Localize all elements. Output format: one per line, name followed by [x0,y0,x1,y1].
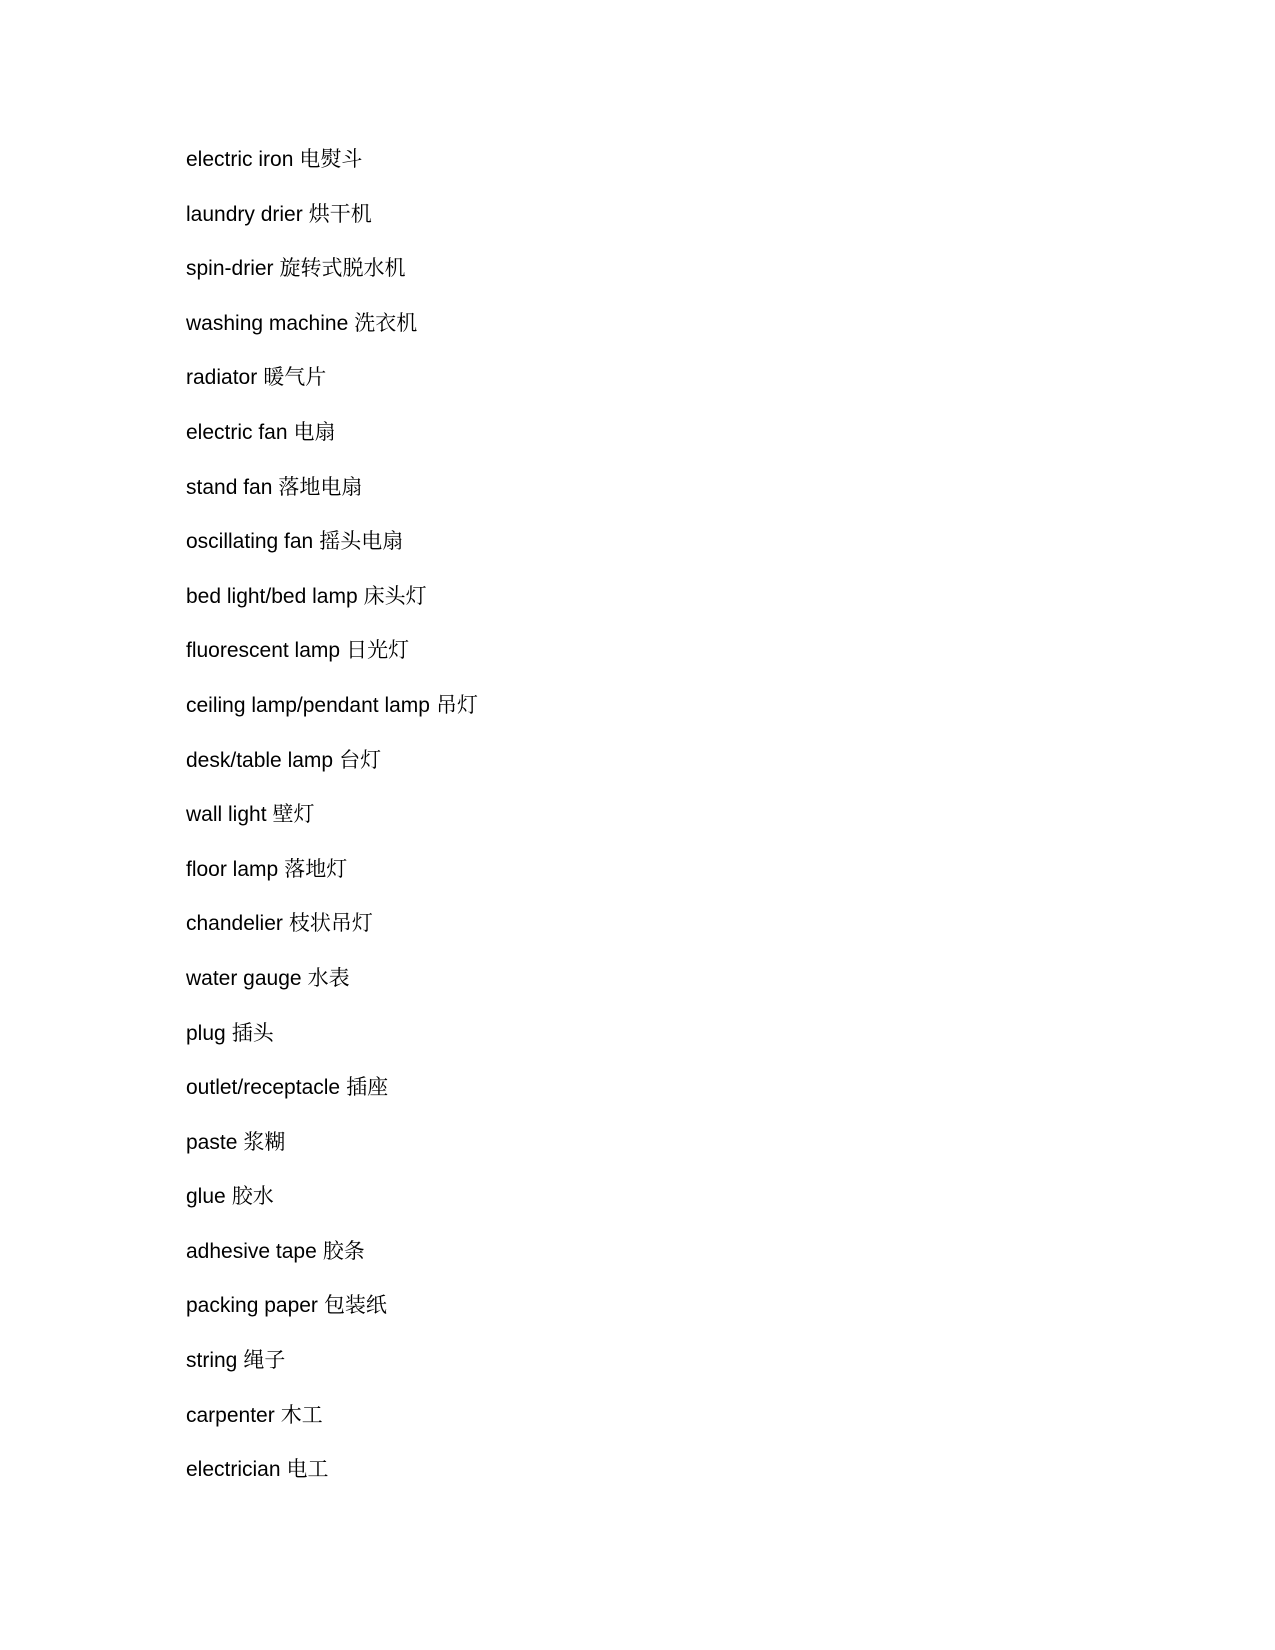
chinese-term: 壁灯 [272,802,315,827]
list-item [186,363,478,418]
list-item [186,1182,478,1237]
english-term: bed light/bed lamp [186,584,358,608]
list-item [186,1073,478,1128]
list-item [186,1401,478,1456]
english-term: radiator [186,366,258,390]
list-item [186,1455,478,1510]
list-item [186,418,478,473]
chinese-term: 烘干机 [308,201,372,226]
english-term: glue [186,1185,226,1209]
english-term: outlet/receptacle [186,1076,341,1100]
chinese-term: 电熨斗 [299,147,363,171]
english-term: ceiling lamp/pendant lamp [186,693,430,717]
chinese-term: 胶条 [322,1238,365,1263]
english-term: desk/table lamp [186,748,334,772]
chinese-term: 电扇 [293,419,336,444]
english-term: chandelier [186,912,283,936]
english-term: electrician [186,1458,281,1482]
list-item [186,582,478,637]
list-item [186,309,478,364]
list-item [186,636,478,691]
english-term: laundry drier [186,202,303,226]
chinese-term: 落地灯 [284,856,348,881]
english-term: paste [186,1130,238,1154]
chinese-term: 摇头电扇 [319,529,404,554]
english-term: string [186,1349,238,1373]
english-term: adhesive tape [186,1239,317,1263]
english-term: spin-drier [186,257,274,281]
list-item [186,800,478,855]
chinese-term: 绳子 [243,1348,286,1373]
list-item [186,200,478,255]
chinese-term: 床头灯 [363,583,427,608]
chinese-term: 暖气片 [263,365,327,390]
chinese-term: 洗衣机 [354,310,418,335]
english-term: wall light [186,803,267,827]
english-term: water gauge [186,966,302,990]
list-item [186,1128,478,1183]
chinese-term: 落地电扇 [278,474,363,499]
list-item [186,855,478,910]
chinese-term: 台灯 [339,747,382,772]
english-term: fluorescent lamp [186,639,341,663]
list-item [186,145,478,200]
english-term: stand fan [186,475,273,499]
english-term: plug [186,1021,226,1045]
chinese-term: 枝状吊灯 [288,911,373,936]
list-item [186,1237,478,1292]
vocabulary-list [186,145,478,1510]
chinese-term: 水表 [307,965,350,990]
list-item [186,746,478,801]
english-term: electric fan [186,420,288,444]
english-term: electric iron [186,148,294,171]
list-item [186,1346,478,1401]
english-term: oscillating fan [186,530,314,554]
list-item [186,527,478,582]
chinese-term: 插头 [231,1020,274,1045]
english-term: packing paper [186,1294,318,1318]
list-item [186,1019,478,1074]
chinese-term: 吊灯 [435,692,478,717]
list-item [186,909,478,964]
chinese-term: 旋转式脱水机 [279,256,406,281]
english-term: washing machine [186,311,349,335]
list-item [186,473,478,528]
english-term: floor lamp [186,857,279,881]
chinese-term: 插座 [346,1075,389,1100]
chinese-term: 木工 [280,1402,323,1427]
chinese-term: 胶水 [231,1184,274,1209]
chinese-term: 包装纸 [323,1293,387,1318]
list-item [186,691,478,746]
chinese-term: 日光灯 [346,638,410,663]
chinese-term: 电工 [286,1457,329,1482]
list-item [186,964,478,1019]
list-item [186,254,478,309]
chinese-term: 浆糊 [243,1129,286,1154]
english-term: carpenter [186,1403,275,1427]
list-item [186,1291,478,1346]
